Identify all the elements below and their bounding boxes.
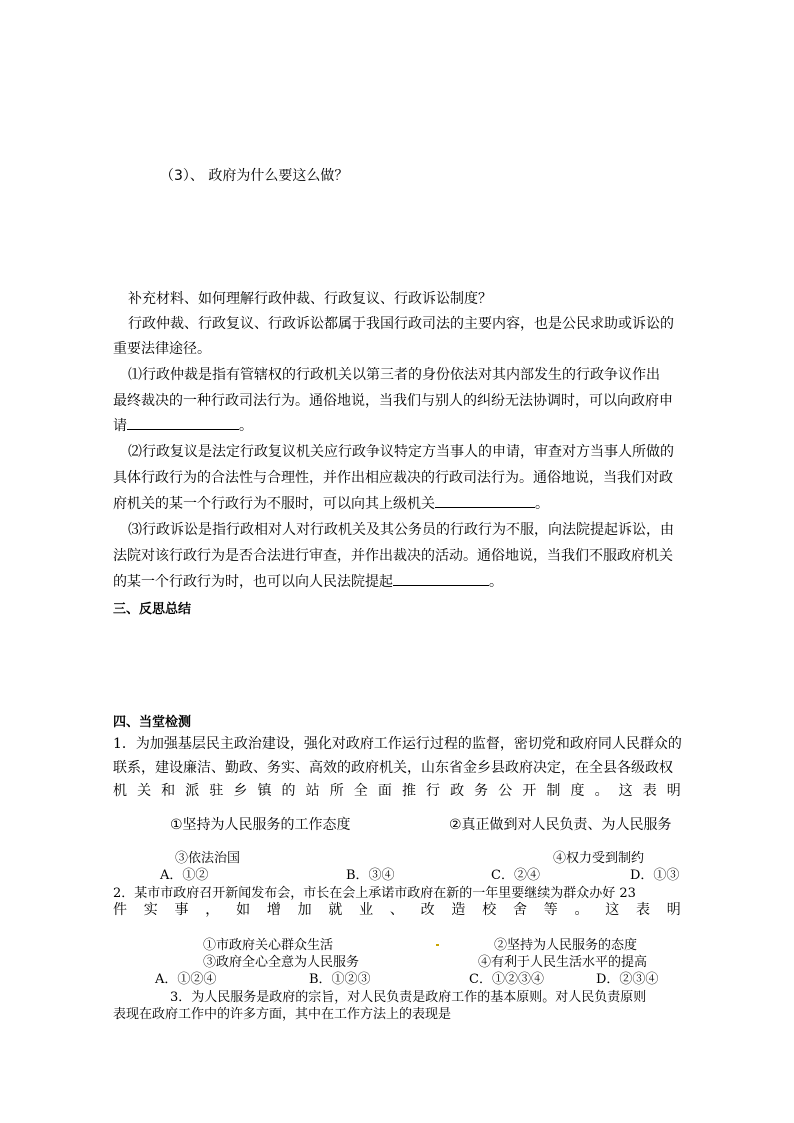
char: 面 bbox=[377, 783, 392, 799]
char: 务 bbox=[474, 783, 489, 799]
q1-option-4: ④权力受到制约 bbox=[553, 851, 645, 866]
question-3-heading: （3）、 政府为什么要这么做？ bbox=[160, 168, 349, 184]
char: 镇 bbox=[257, 783, 272, 799]
char: 校 bbox=[482, 902, 497, 918]
q1-option-1: ①坚持为人民服务的工作态度 bbox=[170, 817, 351, 833]
q2-choice-b[interactable]: B．①②③ bbox=[309, 972, 371, 987]
char: 这 bbox=[618, 783, 633, 799]
char: 件 bbox=[113, 902, 127, 918]
q1-option-3: ③依法治国 bbox=[175, 851, 241, 866]
char: 就 bbox=[328, 902, 343, 918]
question-1-line-2: 联系，建设廉洁、勤政、务实、高效的政府机关，山东省金乡县政府决定，在全县各级政权 bbox=[113, 760, 673, 776]
char: 推 bbox=[401, 783, 416, 799]
q2-option-4: ④有利于人民生活水平的提高 bbox=[478, 955, 648, 970]
q1-choice-a[interactable]: A．①② bbox=[160, 868, 209, 883]
char: 关 bbox=[137, 783, 152, 799]
char: 如 bbox=[236, 902, 251, 918]
char: 明 bbox=[666, 902, 681, 918]
char: 业 bbox=[359, 902, 374, 918]
section-3-heading: 三、反思总结 bbox=[113, 602, 192, 617]
q2-option-2: ②坚持为人民服务的态度 bbox=[494, 938, 638, 953]
char: 乡 bbox=[233, 783, 248, 799]
paragraph-2-text: 府机关的某一个行政行为不服时，可以向其上级机关 bbox=[113, 496, 435, 512]
char: 造 bbox=[451, 902, 466, 918]
char: 所 bbox=[329, 783, 344, 799]
char: 表 bbox=[642, 783, 657, 799]
paragraph-2-end: 。 bbox=[535, 496, 549, 512]
question-2-line-2 bbox=[113, 899, 681, 919]
char: 明 bbox=[666, 783, 681, 799]
paragraph-1-end: 。 bbox=[239, 418, 253, 434]
char: 等 bbox=[543, 902, 558, 918]
char: 表 bbox=[636, 902, 651, 918]
paragraph-1-line-1: ⑴行政仲裁是指有管辖权的行政机关以第三者的身份依法对其内部发生的行政争议作出 bbox=[128, 367, 660, 383]
paragraph-1-line-2: 最终裁决的一种行政司法行为。通俗地说，当我们与别人的纠纷无法协调时，可以向政府申 bbox=[113, 393, 673, 409]
char: 站 bbox=[305, 783, 320, 799]
question-2-line-1: 2．某市市政府召开新闻发布会，市长在会上承诺市政府在新的一年里要继续为群众办好 23 bbox=[113, 886, 636, 901]
question-1-line-3 bbox=[113, 780, 681, 800]
paragraph-2-line-1: ⑵行政复议是法定行政复议机关应行政争议特定方当事人的申请，审查对方当事人所做的 bbox=[128, 444, 674, 460]
char: 的 bbox=[281, 783, 296, 799]
answer-blank-1[interactable] bbox=[127, 417, 239, 430]
supplement-intro-line-1: 行政仲裁、行政复议、行政诉讼都属于我国行政司法的主要内容，也是公民求助或诉讼的 bbox=[128, 316, 674, 332]
q1-option-2: ②真正做到对人民负责、为人民服务 bbox=[449, 817, 672, 833]
char: 和 bbox=[161, 783, 176, 799]
paragraph-3-line-2: 法院对该行政行为是否合法进行审查，并作出裁决的活动。通俗地说，当我们不服政府机关 bbox=[113, 548, 673, 564]
char: 行 bbox=[426, 783, 441, 799]
q2-option-1: ①市政府关心群众生活 bbox=[203, 938, 334, 953]
answer-blank-3[interactable] bbox=[393, 573, 489, 586]
supplement-title: 补充材料、如何理解行政仲裁、行政复议、行政诉讼制度？ bbox=[128, 291, 492, 307]
paragraph-2-line-2: 具体行政行为的合法性与合理性，并作出相应裁决的行政司法行为。通俗地说，当我们对政 bbox=[113, 470, 673, 486]
char: 。 bbox=[574, 902, 589, 918]
paragraph-3-line-3 bbox=[113, 571, 503, 591]
char: 、 bbox=[389, 902, 404, 918]
char: 派 bbox=[185, 783, 200, 799]
question-3-line-1: 3．为人民服务是政府的宗旨，对人民负责是政府工作的基本原则。对人民负责原则 bbox=[170, 990, 647, 1005]
q2-option-3: ③政府全心全意为人民服务 bbox=[203, 955, 360, 970]
paragraph-3-text: 的某一个行政行为时，也可以向人民法院提起 bbox=[113, 574, 393, 590]
char: 加 bbox=[297, 902, 312, 918]
paragraph-1-text: 请 bbox=[113, 418, 127, 434]
paragraph-1-line-3 bbox=[113, 415, 253, 435]
question-3-line-2: 表现在政府工作中的许多方面，其中在工作方法上的表现是 bbox=[113, 1007, 452, 1022]
char: 舍 bbox=[512, 902, 527, 918]
char: 机 bbox=[113, 783, 127, 799]
char: 政 bbox=[450, 783, 465, 799]
char: 改 bbox=[420, 902, 435, 918]
question-1-line-1: 1．为加强基层民主政治建设，强化对政府工作运行过程的监督，密切党和政府同人民群众的 bbox=[113, 736, 682, 752]
q2-choice-d[interactable]: D．②③④ bbox=[596, 972, 659, 987]
supplement-intro-line-2: 重要法律途径。 bbox=[113, 341, 211, 357]
char: 事 bbox=[174, 902, 189, 918]
stray-mark bbox=[436, 944, 439, 946]
q1-choice-c[interactable]: C．②④ bbox=[491, 868, 540, 883]
char: ， bbox=[205, 902, 220, 918]
char: 这 bbox=[605, 902, 620, 918]
char: 。 bbox=[594, 783, 609, 799]
q2-choice-a[interactable]: A．①②④ bbox=[155, 972, 217, 987]
q2-choice-c[interactable]: C．①②③④ bbox=[469, 972, 544, 987]
section-4-heading: 四、当堂检测 bbox=[113, 715, 192, 730]
char: 全 bbox=[353, 783, 368, 799]
char: 公 bbox=[498, 783, 513, 799]
answer-blank-2[interactable] bbox=[435, 495, 535, 508]
q1-choice-d[interactable]: D．①③ bbox=[630, 868, 680, 883]
char: 制 bbox=[546, 783, 561, 799]
q1-choice-b[interactable]: B．③④ bbox=[346, 868, 395, 883]
char: 增 bbox=[266, 902, 281, 918]
char: 实 bbox=[143, 902, 158, 918]
char: 驻 bbox=[209, 783, 224, 799]
paragraph-3-end: 。 bbox=[489, 574, 503, 590]
char: 度 bbox=[570, 783, 585, 799]
paragraph-3-line-1: ⑶行政诉讼是指行政相对人对行政机关及其公务员的行政行为不服，向法院提起诉讼，由 bbox=[128, 522, 674, 538]
paragraph-2-line-3 bbox=[113, 493, 549, 513]
char: 开 bbox=[522, 783, 537, 799]
